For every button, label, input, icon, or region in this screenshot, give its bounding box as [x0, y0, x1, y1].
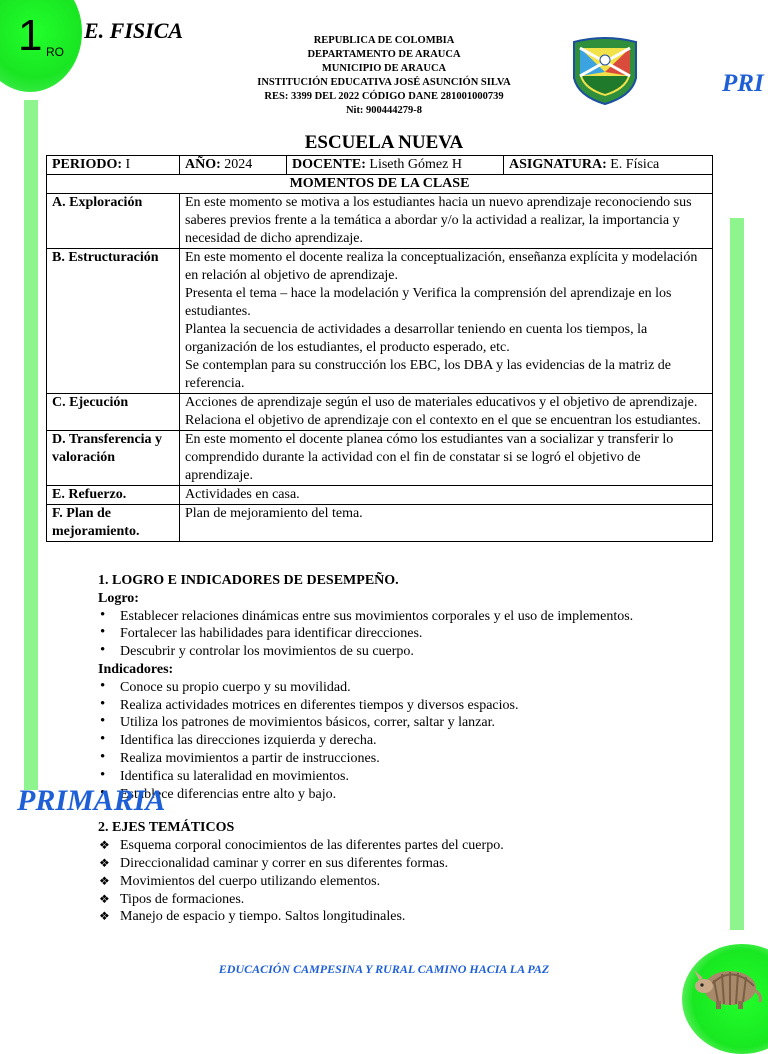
anio-label: AÑO: [185, 157, 221, 172]
school-seal-icon [570, 36, 640, 106]
table-row [47, 394, 713, 431]
asignatura-label: ASIGNATURA: [509, 157, 607, 172]
periodo-value: I [125, 157, 131, 172]
header-line: INSTITUCIÓN EDUCATIVA JOSÉ ASUNCIÓN SILVA [257, 77, 511, 88]
footer-motto: EDUCACIÓN CAMPESINA Y RURAL CAMINO HACIA LA PAZ [218, 962, 550, 976]
list-item: ❖ Direccionalidad caminar y correr en sus diferentes formas. [98, 855, 718, 873]
list-item: ❖ Tipos de formaciones. [98, 891, 718, 909]
asignatura-value: E. Física [610, 157, 660, 172]
list-item: ❖ Esquema corporal conocimientos de las diferentes partes del cuerpo. [98, 837, 718, 855]
anio-value: 2024 [224, 157, 253, 172]
list-item: • Realiza movimientos a partir de instrucciones. [98, 750, 718, 768]
docente-label: DOCENTE: [292, 157, 366, 172]
list-item: ❖ Manejo de espacio y tiempo. Saltos longitudinales. [98, 908, 718, 926]
moments-title: MOMENTOS DE LA CLASE [47, 175, 713, 194]
description-line: En este momento el docente planea cómo los estudiantes van a socializar y transferir lo comprendido durante la actividad con el fin de constatar si se logró el objetivo de aprendizaje. [185, 432, 674, 483]
school-model-title: ESCUELA NUEVA [304, 132, 464, 153]
description-line: En este momento se motiva a los estudiantes hacia un nuevo aprendizaje reconociendo sus saberes previos frente a la temática a abordar y/o la actividad a realizar, la importancia y necesidad de dicho aprendizaje. [185, 195, 692, 246]
description-line: Actividades en casa. [185, 487, 300, 502]
list-item: • Fortalecer las habilidades para identificar direcciones. [98, 625, 718, 643]
phase-label: F. Plan de mejoramiento. [47, 505, 180, 542]
list-item: • Utiliza los patrones de movimientos básicos, correr, saltar y lanzar. [98, 714, 718, 732]
list-item: • Establecer relaciones dinámicas entre sus movimientos corporales y el uso de implementos. [98, 608, 718, 626]
docente-cell [287, 156, 504, 175]
left-decorative-bar [24, 100, 38, 790]
side-text-right: PRI [722, 70, 764, 97]
list-item: • Identifica su lateralidad en movimientos. [98, 768, 718, 786]
indicadores-list [98, 679, 718, 804]
header-line: MUNICIPIO DE ARAUCA [321, 63, 447, 74]
list-item: • Establece diferencias entre alto y bajo. [98, 786, 718, 804]
info-row [47, 156, 713, 175]
list-item: • Realiza actividades motrices en diferentes tiempos y diversos espacios. [98, 697, 718, 715]
right-decorative-bar [730, 218, 744, 930]
ejes-list [98, 837, 718, 926]
anio-cell [180, 156, 287, 175]
section-1-title: 1. LOGRO E INDICADORES DE DESEMPEÑO. [98, 573, 399, 588]
phase-label: E. Refuerzo. [47, 486, 180, 505]
class-moments-table [46, 155, 713, 542]
periodo-label: PERIODO: [52, 157, 122, 172]
table-row [47, 486, 713, 505]
moments-title-row [47, 175, 713, 194]
phase-description [180, 431, 713, 486]
table-row [47, 505, 713, 542]
header-line: REPUBLICA DE COLOMBIA [313, 35, 455, 46]
docente-value: Liseth Gómez H [369, 157, 462, 172]
list-item: • Identifica las direcciones izquierda y derecha. [98, 732, 718, 750]
description-line: Plan de mejoramiento del tema. [185, 506, 363, 521]
phase-label: A. Exploración [47, 194, 180, 249]
phase-label: D. Transferencia y valoración [47, 431, 180, 486]
description-line: Presenta el tema – hace la modelación y Verifica la comprensión del aprendizaje en los estudiantes. [185, 286, 672, 319]
header-line: RES: 3399 DEL 2022 CÓDIGO DANE 281001000739 [264, 91, 504, 102]
table-row [47, 431, 713, 486]
list-item: • Conoce su propio cuerpo y su movilidad. [98, 679, 718, 697]
table-row [47, 249, 713, 394]
subject-title: E. FISICA [84, 18, 184, 43]
description-line: Acciones de aprendizaje según el uso de materiales educativos y el objetivo de aprendizaje. Relaciona el objetivo de aprendizaje con el contexto en el que se encuentran los estudiantes. [185, 395, 701, 428]
description-line: Se contemplan para su construcción los EBC, los DBA y las evidencias de la matriz de referencia. [185, 358, 671, 391]
header-line: Nit: 900444279-8 [345, 105, 423, 116]
phase-description [180, 505, 713, 542]
periodo-cell [47, 156, 180, 175]
description-line: Plantea la secuencia de actividades a desarrollar teniendo en cuenta los tiempos, la organización de los estudiantes, el producto esperado, etc. [185, 322, 648, 355]
phase-description [180, 486, 713, 505]
phase-label: C. Ejecución [47, 394, 180, 431]
list-item: ❖ Movimientos del cuerpo utilizando elementos. [98, 873, 718, 891]
logro-list [98, 608, 718, 661]
phase-description [180, 249, 713, 394]
grade-suffix: RO [46, 45, 64, 59]
phase-label: B. Estructuración [47, 249, 180, 394]
phase-description [180, 394, 713, 431]
side-text-left: PRIMARIA [17, 784, 166, 817]
indicadores-label: Indicadores: [98, 661, 174, 677]
table-row [47, 194, 713, 249]
asignatura-cell [504, 156, 713, 175]
section-2-title: 2. EJES TEMÁTICOS [98, 820, 235, 836]
header-line: DEPARTAMENTO DE ARAUCA [307, 49, 461, 60]
logro-label: Logro: [98, 590, 139, 606]
list-item: • Descubrir y controlar los movimientos de su cuerpo. [98, 643, 718, 661]
grade-number: 1 [18, 11, 43, 60]
content-sections [98, 572, 718, 926]
phase-description [180, 194, 713, 249]
institution-header [210, 34, 558, 118]
description-line: En este momento el docente realiza la conceptualización, enseñanza explícita y modelación en relación al objetivo de aprendizaje. [185, 250, 698, 283]
